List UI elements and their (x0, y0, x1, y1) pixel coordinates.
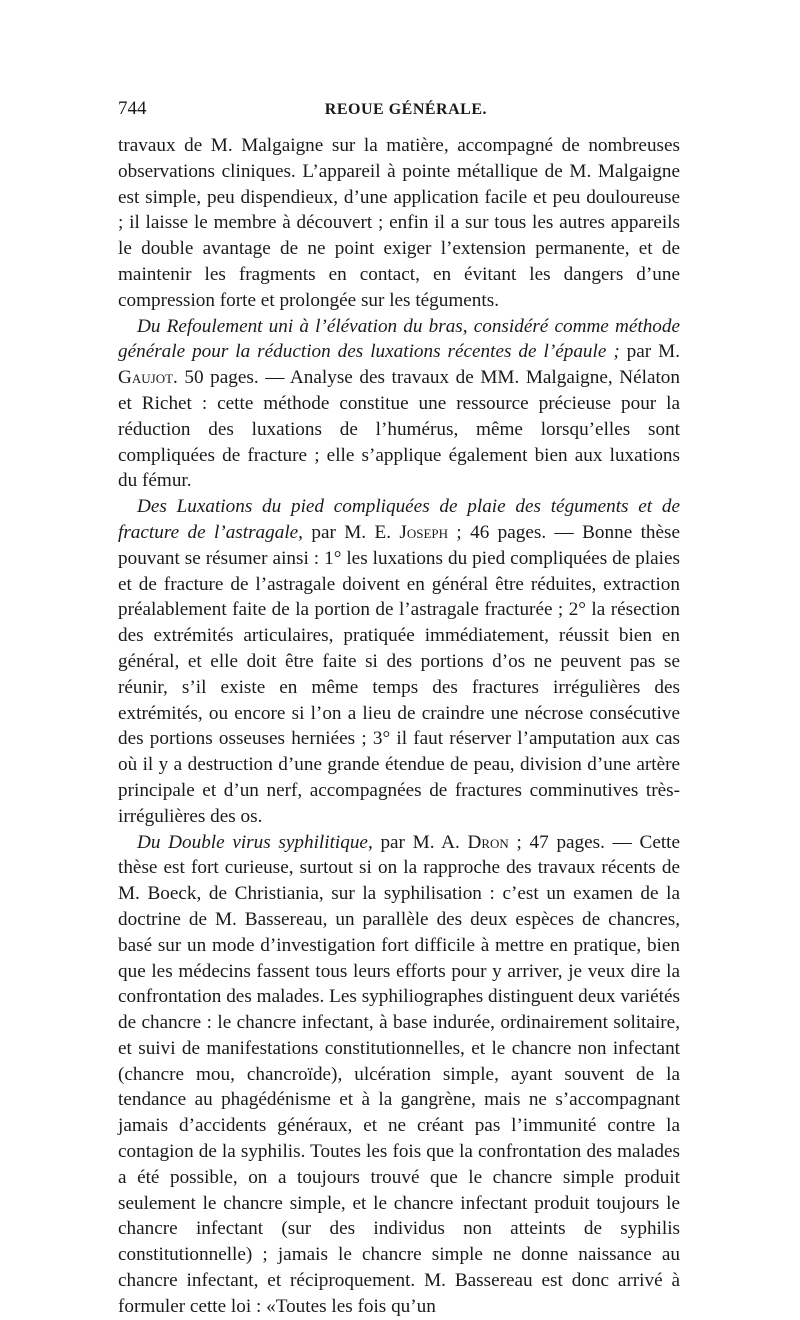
author-name: Dron (467, 831, 509, 853)
author-prefix: par M. E. (302, 521, 400, 543)
author-prefix: par M. A. (372, 831, 468, 853)
paragraph-gaujot (118, 314, 680, 495)
author-prefix: par M. (619, 341, 680, 363)
running-title: REOUE GÉNÉRALE. (324, 101, 487, 118)
paragraph-continuation: travaux de M. Malgaigne sur la matière, accompagné de nombreuses observations cliniques. L’appareil à pointe métallique de M. Malgaigne est simple, peu dispendieux, d’une application facile et peu douloureuse ; il laisse le membre à découvert ; enfin il a sur tous les autres appareils le double avantage de ne point exiger l’extension permanente, et de maintenir les fragments en contact, en évitant les dangers d’une compression forte et prolongée sur les téguments. (118, 135, 680, 311)
thesis-title: Du Double virus syphilitique, (137, 831, 373, 853)
body-text (118, 133, 680, 1320)
paragraph-joseph (118, 494, 680, 829)
page-number: 744 (118, 98, 147, 119)
paragraph-dron (118, 830, 680, 1320)
page-header (118, 98, 680, 120)
paragraph-text: ; 46 pages. — Bonne thèse pouvant se résumer ainsi : 1° les luxations du pied compliquées de plaies et de fracture de l’astragale doivent en général être réduites, extraction préalablement faite de la portion de l’astragale fracturée ; 2° la résection des extrémités articulaires, pratiquée immédiatement, réussit bien en général, et elle doit être faite si des portions d’os ne peuvent pas se réunir, s’il existe en même temps des fractures irrégulières des extrémités, ou encore si l’on a lieu de craindre une nécrose consécutive des portions osseuses herniées ; 3° il faut réserver l’amputation aux cas où il y a destruction d’une grande étendue de peau, division d’une artère principale et d’un nerf, accompagnées de fractures comminutives très-irrégulières des os. (118, 521, 681, 827)
thesis-title: Des Luxations du pied compliquées de plaie des téguments et de fracture de l’astragale, (118, 496, 680, 543)
paragraph-text: . 50 pages. — Analyse des travaux de MM. Malgaigne, Nélaton et Richet : cette méthode constitue une ressource précieuse pour la réduction des luxations de l’humérus, même lorsqu’elles sont compliquées de fracture ; elle s’applique également bien aux luxations du fémur. (118, 367, 680, 492)
author-name: Joseph (399, 521, 449, 543)
author-name: Gaujot (118, 367, 174, 389)
thesis-title: Du Refoulement uni à l’élévation du bras, considéré comme méthode générale pour la réduction des luxations récentes de l’épaule ; (118, 315, 680, 363)
paragraph-text: ; 47 pages. — Cette thèse est fort curieuse, surtout si on la rapproche des travaux récents de M. Boeck, de Christiania, sur la syphilisation : c’est un examen de la doctrine de M. Bassereau, un parallèle des deux espèces de chancres, basé sur un mode d’investigation fort difficile à mettre en pratique, bien que les médecins fassent tous leurs efforts pour y arriver, je veux dire la confrontation des malades. Les syphiliographes distinguent deux variétés de chancre : le chancre infectant, à base indurée, ordinairement solitaire, et suivi de manifestations constitutionnelles, et le chancre non infectant (chancre mou, chancroïde), ulcération simple, ayant souvent de la tendance au phagédénisme et à la gangrène, mais ne s’accompagnant jamais d’accidents généraux, et ne créant pas l’immunité contre la contagion de la syphilis. Toutes les fois que la confrontation des malades a été possible, on a toujours trouvé que le chancre simple produit seulement le chancre simple, et le chancre infectant produit toujours le chancre infectant (sur des individus non atteints de syphilis constitutionnelle) ; jamais le chancre simple ne donne naissance au chancre infectant, et réciproquement. M. Bassereau est donc arrivé à formuler cette loi : «Toutes les fois qu’un (118, 831, 681, 1317)
